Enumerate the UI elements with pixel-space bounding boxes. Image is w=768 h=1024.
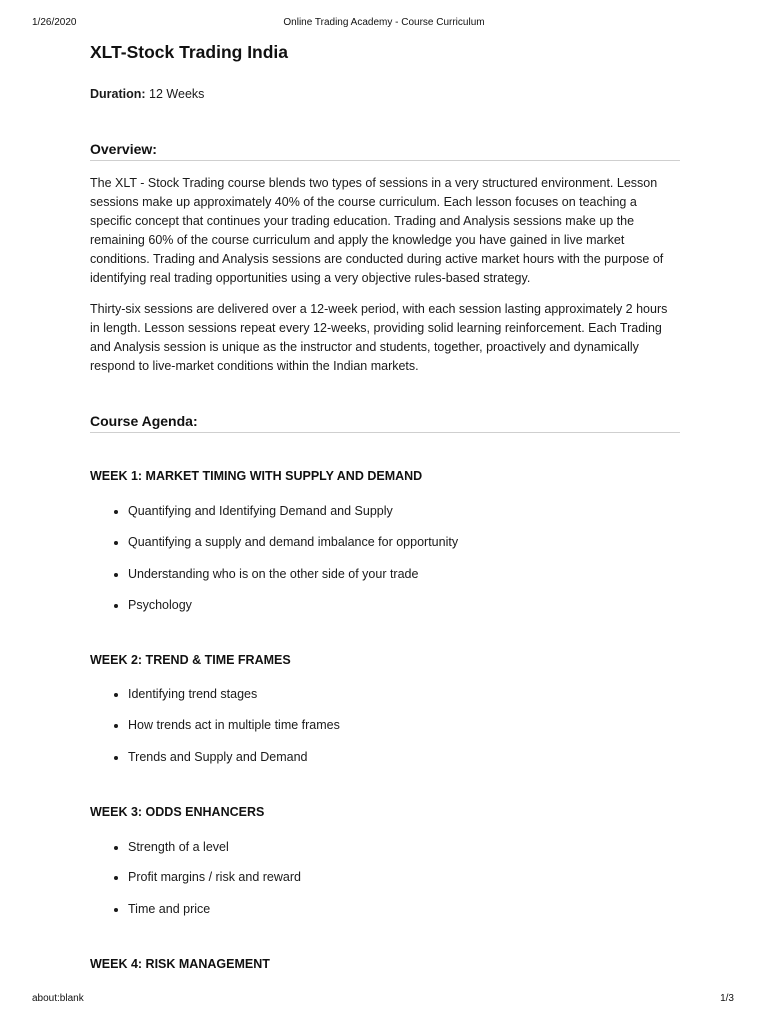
list-item-text: Quantifying a supply and demand imbalance for opportunity [128,535,459,549]
course-title: XLT-Stock Trading India [90,42,289,62]
bullet-icon [114,876,118,880]
overview-paragraph-2: Thirty-six sessions are delivered over a 12-week period, with each session lasting approximately 2 hours in length. Lesson sessions repeat every 12-weeks, providing solid learning reinforcement. Each Trading and Analysis session is unique as the instructor and students, together, proactively and dynamically respond to live-market conditions within the Indian markets. [90,302,668,373]
course-agenda-heading: Course Agenda: [90,413,680,433]
print-date: 1/26/2020 [32,17,77,28]
duration-value: 12 Weeks [149,87,205,101]
week-2-heading: WEEK 2: TREND & TIME FRAMES [90,653,291,667]
course-duration [90,87,204,101]
bullet-icon [114,756,118,760]
duration-label: Duration: [90,87,146,101]
week-4-heading: WEEK 4: RISK MANAGEMENT [90,957,270,971]
list-item [114,535,459,549]
week-3-heading: WEEK 3: ODDS ENHANCERS [90,805,265,819]
list-item-text: Quantifying and Identifying Demand and Supply [128,504,393,518]
bullet-icon [114,846,118,850]
list-item [114,567,419,581]
list-item [114,504,393,518]
bullet-icon [114,604,118,608]
list-item [114,687,258,701]
list-item [114,750,308,764]
list-item-text: Identifying trend stages [128,687,258,701]
list-item [114,902,211,916]
bullet-icon [114,541,118,545]
overview-heading: Overview: [90,141,680,161]
bullet-icon [114,908,118,912]
print-url: about:blank [32,993,84,1004]
list-item [114,718,340,732]
bullet-icon [114,724,118,728]
print-page-title: Online Trading Academy - Course Curriculum [283,17,485,28]
week-1-heading: WEEK 1: MARKET TIMING WITH SUPPLY AND DEMAND [90,469,423,483]
bullet-icon [114,510,118,514]
list-item [114,598,192,612]
bullet-icon [114,693,118,697]
list-item-text: Profit margins / risk and reward [128,870,301,884]
list-item [114,870,301,884]
list-item [114,840,229,854]
print-page-number: 1/3 [720,993,734,1004]
list-item-text: Trends and Supply and Demand [128,750,308,764]
list-item-text: Understanding who is on the other side of your trade [128,567,419,581]
list-item-text: How trends act in multiple time frames [128,718,340,732]
overview-paragraph-1: The XLT - Stock Trading course blends two types of sessions in a very structured environment. Lesson sessions make up approximately 40% of the course curriculum. Each lesson focuses on teaching a specific concept that continues your trading education. Trading and Analysis sessions make up the remaining 60% of the course curriculum and apply the knowledge you have gained in live market conditions. Trading and Analysis sessions are conducted during active market hours with the purpose of identifying real trading opportunities using a very objective rules-based strategy. [90,176,664,285]
list-item-text: Strength of a level [128,840,229,854]
list-item-text: Time and price [128,902,211,916]
bullet-icon [114,573,118,577]
list-item-text: Psychology [128,598,192,612]
